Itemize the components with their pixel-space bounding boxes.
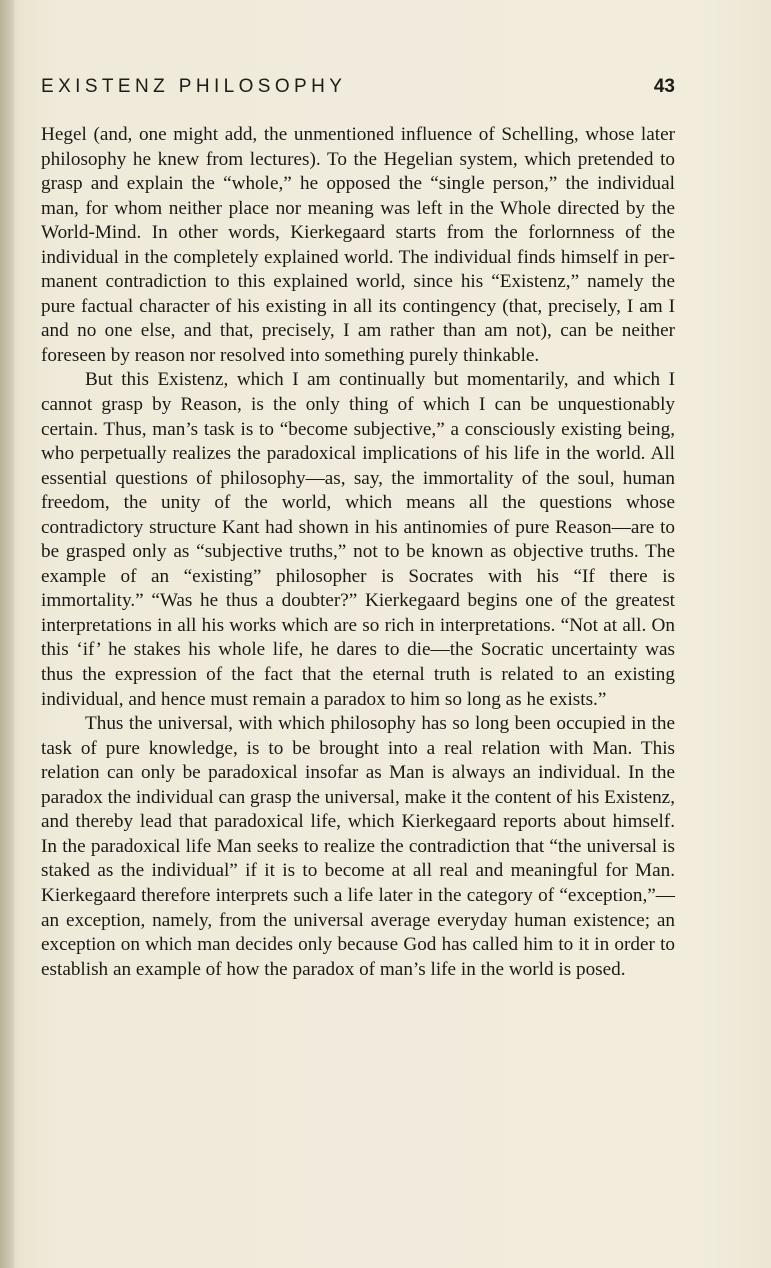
- paragraph-1: Hegel (and, one might add, the unmentioned influence of Schelling, whose later philosophy he knew from lectures). To the Hegelian system, which pretended to grasp and explain the “whole,” he opposed the “single person,” the individual man, for whom neither place nor meaning was left in the Whole directed by the World-Mind. In other words, Kierkegaard starts from the forlornness of the individual in the completely explained world. The individual finds himself in permanent contradiction to this explained world, since his “Existenz,” namely the pure factual character of his existing in all its contingency (that, precisely, I am I and no one else, and that, precisely, I am rather than am not), can be neither foreseen by reason nor resolved into something purely thinkable.: [41, 124, 675, 366]
- page-header: [41, 74, 675, 104]
- body-text: [41, 123, 675, 982]
- paragraph-2: But this Existenz, which I am continually but momentarily, and which I cannot grasp by Reason, is the only thing of which I can be unquestionably certain. Thus, man’s task is to “become subjective,” a consciously existing being, who perpetually realizes the paradoxical implications of his life in the world. All essential questions of philosophy—as, say, the immortality of the soul, human freedom, the unity of the world, which means all the questions whose contradictory structure Kant had shown in his antinomies of pure Reason—are to be grasped only as “subjective truths,” not to be known as objective truths. The example of an “existing” philosopher is Socrates with his “If there is immortality.” “Was he thus a doubter?” Kierkegaard begins one of the greatest interpretations in all his works which are so rich in interpretations. “Not at all. On this ‘if’ he stakes his whole life, he dares to die—the Socratic uncertainty was thus the expression of the fact that the eternal truth is related to an existing individual, and hence must remain a paradox to him so long as he exists.”: [41, 369, 675, 710]
- paragraph-3: Thus the universal, with which philosophy has so long been occupied in the task of pure knowledge, is to be brought into a real relation with Man. This relation can only be paradoxical insofar as Man is always an individual. In the paradox the individual can grasp the universal, make it the content of his Existenz, and thereby lead that paradoxical life, which Kierkegaard reports about himself. In the paradoxical life Man seeks to realize the contradiction that “the universal is staked as the individual” if it is to become at all real and meaningful for Man. Kierkegaard therefore interprets such a life later in the category of “exception,”—an exception, namely, from the universal average everyday human existence; an exception on which man decides only because God has called him to it in order to establish an example of how the paradox of man’s life in the world is posed.: [41, 713, 675, 980]
- page-number: 43: [653, 76, 675, 97]
- page-binding-edge: [0, 0, 14, 1268]
- running-head: EXISTENZ PHILOSOPHY: [41, 76, 347, 97]
